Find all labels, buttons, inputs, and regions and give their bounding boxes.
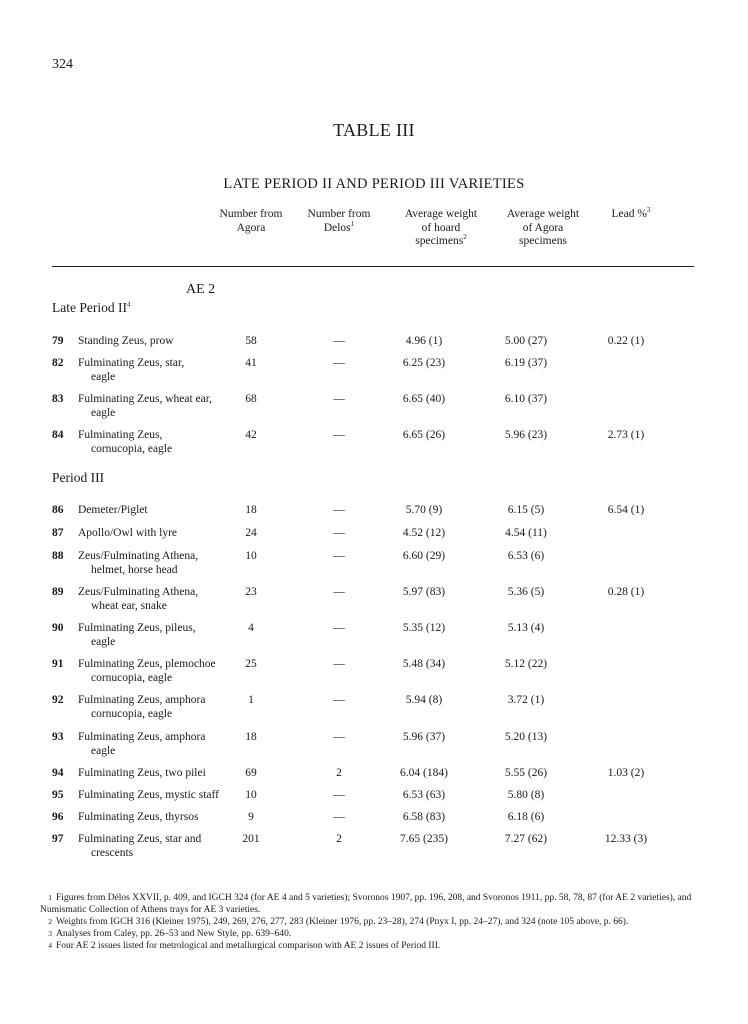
column-header-delos-line (299, 219, 379, 236)
delos-count: — (333, 393, 345, 405)
table-subtitle: LATE PERIOD II AND PERIOD III VARIETIES (223, 176, 525, 192)
agora-average-weight: 5.20 (13) (504, 731, 548, 743)
agora-count: 69 (245, 767, 257, 779)
hoard-average-weight: 5.48 (34) (402, 658, 446, 670)
description-line: crescents (91, 847, 134, 859)
footnote (40, 928, 710, 940)
variety-description (78, 693, 205, 721)
agora-count: 201 (242, 833, 260, 845)
agora-average-weight: 7.27 (62) (504, 833, 548, 845)
hoard-average-weight: 6.58 (83) (402, 811, 446, 823)
hoard-average-weight: 7.65 (235) (400, 833, 448, 845)
agora-count: 41 (245, 357, 257, 369)
delos-count: — (333, 527, 345, 539)
description-line: eagle (91, 745, 116, 757)
delos-count: — (333, 789, 345, 801)
description-line: Fulminating Zeus, thyrsos (78, 811, 199, 823)
lead-percent: 2.73 (1) (607, 429, 645, 441)
variety-description (78, 585, 198, 613)
column-header-agora-line: Number from (219, 208, 283, 220)
agora-count: 25 (245, 658, 257, 670)
hoard-average-weight: 6.25 (23) (402, 357, 446, 369)
variety-number: 88 (52, 550, 64, 562)
variety-description (78, 549, 198, 577)
footnote-mark: 4 (48, 941, 52, 950)
description-line: Zeus/Fulminating Athena, (78, 550, 199, 562)
section-label (52, 300, 130, 316)
description-line: Standing Zeus, prow (78, 335, 174, 347)
delos-count: — (333, 731, 345, 743)
variety-number: 92 (52, 694, 64, 706)
agora-average-weight: 5.13 (4) (507, 622, 545, 634)
variety-description (78, 503, 148, 517)
footnote-mark: 3 (48, 929, 52, 938)
column-header-agora-weight-line: of Agora (522, 221, 564, 234)
column-header-delos-text: Delos (323, 221, 351, 234)
variety-description (78, 766, 206, 780)
hoard-average-weight: 6.60 (29) (402, 550, 446, 562)
agora-count: 4 (248, 622, 254, 634)
hoard-average-weight: 5.96 (37) (402, 731, 446, 743)
description-line: cornucopia, eagle (91, 443, 173, 455)
lead-percent: 0.22 (1) (607, 335, 645, 347)
variety-description (78, 621, 196, 649)
description-line: Fulminating Zeus, two pilei (78, 767, 206, 779)
agora-average-weight: 6.19 (37) (504, 357, 548, 369)
delos-count: — (333, 811, 345, 823)
agora-average-weight: 6.10 (37) (504, 393, 548, 405)
variety-number: 97 (52, 833, 64, 845)
agora-average-weight: 5.36 (5) (507, 586, 545, 598)
description-line: Fulminating Zeus, amphora (78, 731, 206, 743)
description-line: eagle (91, 407, 116, 419)
delos-count: — (333, 694, 345, 706)
description-line: Fulminating Zeus, star, (78, 357, 185, 369)
variety-number: 93 (52, 731, 64, 743)
agora-average-weight: 4.54 (11) (505, 527, 547, 539)
footnote-mark: 1 (48, 893, 52, 902)
column-header-agora-weight (496, 208, 590, 249)
description-line: Fulminating Zeus, pileus, (78, 622, 196, 634)
column-header-hoard-line: Average weight (404, 208, 478, 220)
agora-average-weight: 6.15 (5) (507, 504, 545, 516)
variety-description (78, 832, 201, 860)
description-line: eagle (91, 636, 116, 648)
agora-count: 1 (248, 694, 254, 706)
variety-number: 96 (52, 811, 64, 823)
delos-count: — (333, 335, 345, 347)
agora-count: 23 (245, 586, 257, 598)
delos-count: — (333, 550, 345, 562)
column-header-agora (211, 208, 291, 235)
lead-percent: 1.03 (2) (607, 767, 645, 779)
page-number: 324 (52, 57, 73, 72)
description-line: Fulminating Zeus, plemochoe (78, 658, 216, 670)
column-header-hoard-weight (394, 208, 488, 249)
hoard-average-weight: 4.96 (1) (405, 335, 443, 347)
agora-count: 9 (248, 811, 254, 823)
delos-count: — (333, 504, 345, 516)
column-header-agora-weight-line: specimens (519, 235, 567, 247)
agora-average-weight: 5.96 (23) (504, 429, 548, 441)
variety-description (78, 526, 177, 540)
table-title: TABLE III (333, 120, 415, 140)
agora-count: 24 (245, 527, 257, 539)
lead-percent: 0.28 (1) (607, 586, 645, 598)
description-line: Fulminating Zeus, wheat ear, (78, 393, 212, 405)
variety-number: 82 (52, 357, 64, 369)
description-line: Fulminating Zeus, mystic staff (78, 789, 219, 801)
variety-number: 79 (52, 335, 64, 347)
denomination-label: AE 2 (186, 282, 216, 297)
agora-count: 58 (245, 335, 257, 347)
description-line: cornucopia, eagle (91, 708, 173, 720)
description-line: Zeus/Fulminating Athena, (78, 586, 199, 598)
agora-count: 18 (245, 731, 257, 743)
column-header-agora-weight-line: Average weight (506, 208, 580, 220)
variety-number: 90 (52, 622, 64, 634)
agora-average-weight: 6.18 (6) (507, 811, 545, 823)
agora-average-weight: 5.55 (26) (504, 767, 548, 779)
description-line: Fulminating Zeus, (78, 429, 163, 441)
hoard-average-weight: 5.35 (12) (402, 622, 446, 634)
agora-count: 18 (245, 504, 257, 516)
variety-number: 86 (52, 504, 64, 516)
variety-number: 87 (52, 527, 64, 539)
column-header-delos-line: Number from (307, 208, 371, 220)
description-line: wheat ear, snake (91, 600, 167, 612)
column-header-lead (596, 208, 666, 222)
description-line: Apollo/Owl with lyre (78, 527, 178, 539)
section-label-text: Period III (52, 470, 105, 485)
agora-count: 10 (245, 550, 257, 562)
lead-percent: 6.54 (1) (607, 504, 645, 516)
hoard-average-weight: 6.04 (184) (400, 767, 448, 779)
hoard-average-weight: 5.97 (83) (402, 586, 446, 598)
description-line: Demeter/Piglet (78, 504, 148, 516)
column-header-agora-line: Agora (236, 221, 266, 234)
delos-count: — (333, 429, 345, 441)
agora-average-weight: 5.80 (8) (507, 789, 545, 801)
delos-count: 2 (336, 833, 342, 845)
delos-count: — (333, 658, 345, 670)
hoard-average-weight: 6.53 (63) (402, 789, 446, 801)
variety-description (78, 428, 172, 456)
variety-number: 95 (52, 789, 64, 801)
column-header-delos (299, 208, 379, 235)
variety-number: 94 (52, 767, 64, 779)
agora-count: 68 (245, 393, 257, 405)
agora-count: 10 (245, 789, 257, 801)
variety-description (78, 730, 205, 758)
footnote (40, 916, 710, 928)
footnote-mark: 2 (48, 917, 52, 926)
hoard-average-weight: 6.65 (40) (402, 393, 446, 405)
hoard-average-weight: 5.94 (8) (405, 694, 443, 706)
footnote (40, 940, 710, 952)
footnote-text: Analyses from Caley, pp. 26–53 and New Style, pp. 639–640. (56, 929, 292, 939)
footnote-ref: 3 (646, 206, 651, 215)
footnote (40, 892, 710, 916)
description-line: cornucopia, eagle (91, 672, 173, 684)
column-header-hoard-line: of hoard (421, 221, 461, 234)
column-header-hoard-line (394, 235, 488, 249)
variety-description (78, 788, 219, 802)
description-line: eagle (91, 371, 116, 383)
hoard-average-weight: 5.70 (9) (405, 504, 443, 516)
delos-count: 2 (336, 767, 342, 779)
footnote-text: Weights from IGCH 316 (Kleiner 1975), 249, 269, 276, 277, 283 (Kleiner 1976, pp. 23–28), 274 (Pnyx I, pp. 24–27), and 324 (note 105 above, p. 66). (56, 917, 629, 927)
footnote-ref: 4 (126, 300, 131, 309)
footnote-ref: 2 (463, 233, 467, 242)
column-header-lead-text: Lead % (611, 208, 647, 220)
column-header-lead-line (596, 208, 666, 222)
variety-number: 91 (52, 658, 64, 670)
variety-description (78, 810, 198, 824)
column-header-hoard-text: specimens (415, 235, 464, 247)
agora-average-weight: 5.00 (27) (504, 335, 548, 347)
variety-description (78, 334, 174, 348)
variety-number: 83 (52, 393, 64, 405)
delos-count: — (333, 357, 345, 369)
variety-description (78, 657, 216, 685)
variety-description (78, 392, 212, 420)
description-line: Fulminating Zeus, amphora (78, 694, 206, 706)
hoard-average-weight: 6.65 (26) (402, 429, 446, 441)
footnote-ref: 1 (350, 219, 355, 228)
variety-number: 89 (52, 586, 64, 598)
footnotes (40, 892, 710, 952)
footnote-text: Figures from Délos XXVII, p. 409, and IGCH 324 (for AE 4 and 5 varieties); Svoronos 1907, pp. 196, 208, and Svoronos 1911, pp. 58, 78, 87 (for AE 2 varieties), and Numismatic Collection of Athens trays for AE 3 varieties. (40, 893, 692, 915)
agora-count: 42 (245, 429, 257, 441)
hoard-average-weight: 4.52 (12) (402, 527, 446, 539)
description-line: helmet, horse head (91, 564, 178, 576)
agora-average-weight: 6.53 (6) (507, 550, 545, 562)
section-label-text: Late Period II (52, 300, 127, 315)
agora-average-weight: 3.72 (1) (507, 694, 545, 706)
variety-number: 84 (52, 429, 64, 441)
header-rule (52, 266, 694, 267)
delos-count: — (333, 622, 345, 634)
description-line: Fulminating Zeus, star and (78, 833, 202, 845)
agora-average-weight: 5.12 (22) (504, 658, 548, 670)
variety-description (78, 356, 184, 384)
lead-percent: 12.33 (3) (604, 833, 648, 845)
footnote-text: Four AE 2 issues listed for metrological and metallurgical comparison with AE 2 issues of Period III. (56, 941, 441, 951)
section-label (52, 470, 104, 486)
delos-count: — (333, 586, 345, 598)
